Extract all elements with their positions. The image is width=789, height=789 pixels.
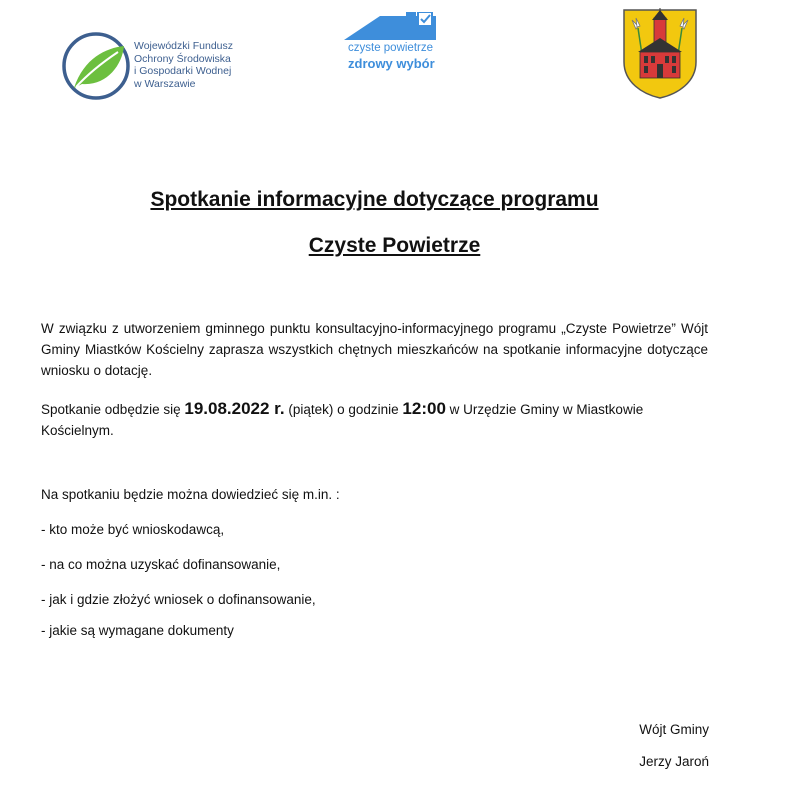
list-item: - jak i gdzie złożyć wniosek o dofinansowanie, <box>41 592 316 607</box>
meeting-time-prefix: o godzinie <box>337 402 403 417</box>
meeting-date: 19.08.2022 r. <box>184 399 285 418</box>
wfosigw-line: Ochrony Środowiska <box>134 52 231 65</box>
coat-of-arms <box>622 8 698 100</box>
signature-title: Wójt Gminy <box>639 722 709 737</box>
meeting-paragraph <box>41 398 708 441</box>
list-item: - na co można uzyskać dofinansowanie, <box>41 557 281 572</box>
topics-heading: Na spotkaniu będzie można dowiedzieć się m.in. : <box>41 487 340 502</box>
wfosigw-line: w Warszawie <box>134 77 196 90</box>
page-subtitle: Czyste Powietrze <box>308 234 481 257</box>
house-roof-icon <box>340 12 456 42</box>
wfosigw-leaf-icon <box>60 30 132 102</box>
meeting-time: 12:00 <box>402 399 446 418</box>
czyste-powietrze-logo <box>340 12 456 82</box>
wfosigw-line: Wojewódzki Fundusz <box>134 40 234 52</box>
church-crest-icon <box>622 8 698 100</box>
czyste-powietrze-text: czyste powietrze <box>348 42 434 54</box>
meeting-prefix: Spotkanie odbędzie się <box>41 402 185 417</box>
meeting-weekday: (piątek) <box>284 402 338 417</box>
intro-paragraph: W związku z utworzeniem gminnego punktu konsultacyjno-informacyjnego programu „Czyste Powietrze” Wójt Gminy Miastków Kościelny zaprasza wszystkich chętnych mieszkańców na spotkanie informacyjne dotyczące wniosku o dotację. <box>41 321 708 378</box>
wfosigw-logo <box>60 30 260 102</box>
page-title: Spotkanie informacyjne dotyczące programu <box>150 188 599 211</box>
list-item: - kto może być wnioskodawcą, <box>41 522 225 537</box>
zdrowy-wybor-text: zdrowy wybór <box>348 56 435 71</box>
wfosigw-line: i Gospodarki Wodnej <box>134 65 232 77</box>
signature-name: Jerzy Jaroń <box>639 754 709 769</box>
wfosigw-name <box>134 40 233 90</box>
meeting-suffix: w Urzędzie Gminy w Miastkowie Kościelnym. <box>41 402 644 438</box>
list-item: - jakie są wymagane dokumenty <box>41 623 234 638</box>
